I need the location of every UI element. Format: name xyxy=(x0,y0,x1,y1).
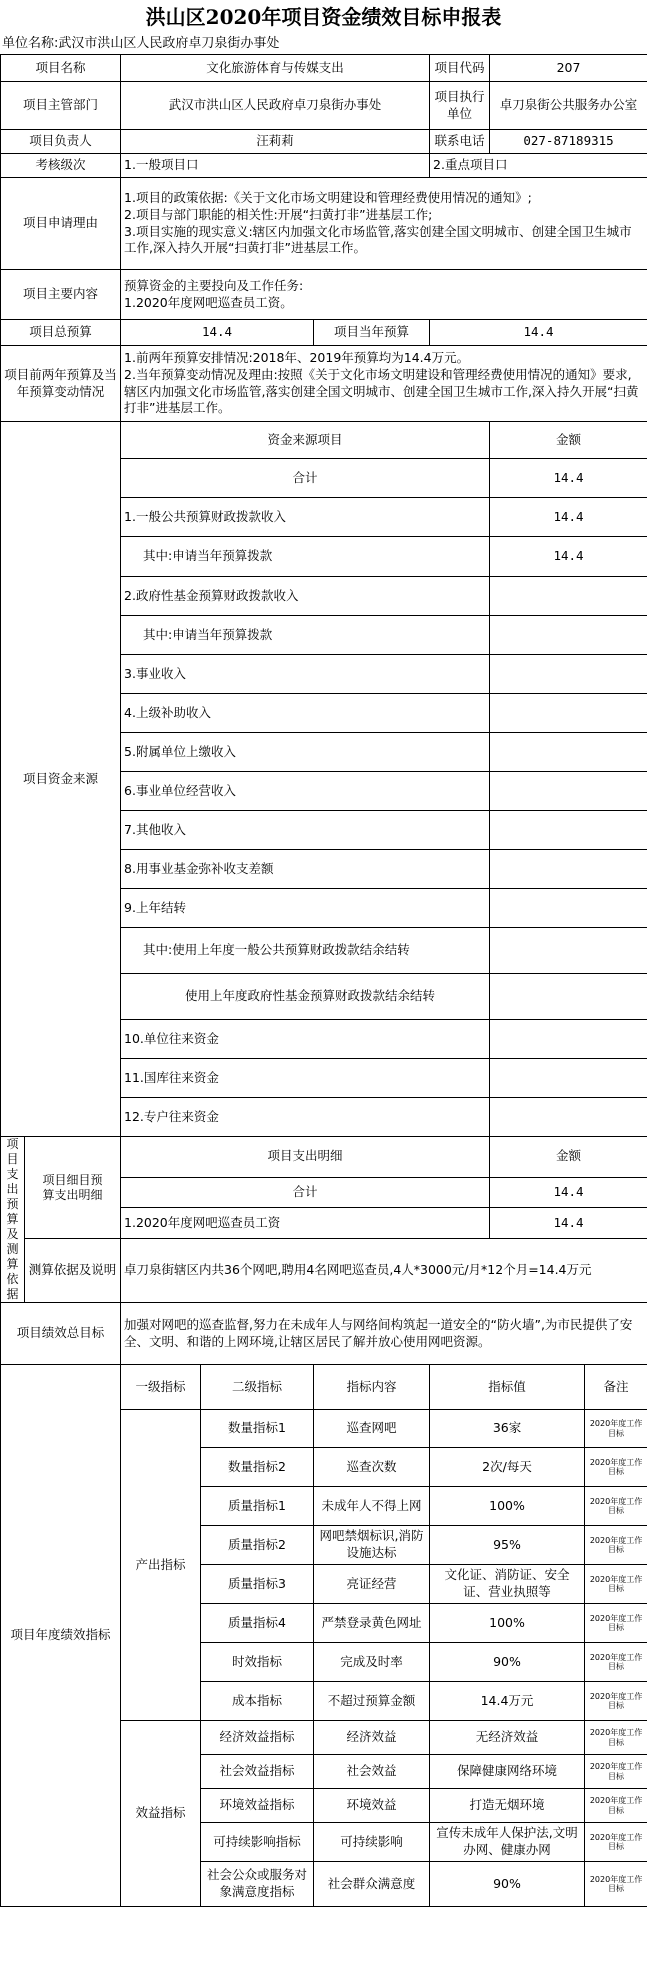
kpi-value: 14.4万元 xyxy=(430,1682,585,1721)
funds-row-amount xyxy=(490,772,647,811)
kpi-note: 2020年度工作目标 xyxy=(585,1682,647,1721)
kpi-content: 严禁登录黄色网址 xyxy=(314,1604,430,1643)
funds-head-item: 资金来源项目 xyxy=(121,422,490,459)
kpi-note: 2020年度工作目标 xyxy=(585,1487,647,1526)
kpi-note: 2020年度工作目标 xyxy=(585,1789,647,1823)
kpi-value: 36家 xyxy=(430,1410,585,1448)
kpi-value: 90% xyxy=(430,1862,585,1907)
phone-value: 027-87189315 xyxy=(490,130,647,154)
funds-label: 项目资金来源 xyxy=(1,422,121,1137)
kpi-note: 2020年度工作目标 xyxy=(585,1643,647,1682)
funds-row-item: 合计 xyxy=(121,459,490,498)
funds-row-item: 4.上级补助收入 xyxy=(121,694,490,733)
calc-head-item: 项目支出明细 xyxy=(121,1137,490,1178)
kpi-head-level2: 二级指标 xyxy=(201,1365,314,1410)
kpi-note: 2020年度工作目标 xyxy=(585,1721,647,1755)
level-general: 1.一般项目口 xyxy=(121,154,430,178)
phone-label: 联系电话 xyxy=(430,130,490,154)
performance-form xyxy=(0,54,647,1907)
kpi-content: 不超过预算金额 xyxy=(314,1682,430,1721)
kpi-value: 95% xyxy=(430,1526,585,1565)
year-budget: 14.4 xyxy=(430,320,647,346)
kpi-note: 2020年度工作目标 xyxy=(585,1565,647,1604)
calc-total-item: 合计 xyxy=(121,1177,490,1208)
kpi-level2: 质量指标1 xyxy=(201,1487,314,1526)
change-label: 项目前两年预算及当年预算变动情况 xyxy=(1,346,121,422)
funds-row-item: 10.单位往来资金 xyxy=(121,1020,490,1059)
kpi-level2: 数量指标2 xyxy=(201,1448,314,1487)
kpi-value: 100% xyxy=(430,1487,585,1526)
project-code-label: 项目代码 xyxy=(430,55,490,82)
funds-row-item: 其中:申请当年预算拨款 xyxy=(121,537,490,577)
funds-row-amount: 14.4 xyxy=(490,537,647,577)
funds-row-amount xyxy=(490,1098,647,1137)
kpi-note: 2020年度工作目标 xyxy=(585,1604,647,1643)
kpi-value: 保障健康网络环境 xyxy=(430,1755,585,1789)
total-budget-label: 项目总预算 xyxy=(1,320,121,346)
kpi-value: 打造无烟环境 xyxy=(430,1789,585,1823)
funds-row-item: 3.事业收入 xyxy=(121,655,490,694)
kpi-note: 2020年度工作目标 xyxy=(585,1410,647,1448)
level-key: 2.重点项目口 xyxy=(430,154,647,178)
funds-row-item: 2.政府性基金预算财政拨款收入 xyxy=(121,577,490,616)
funds-row-item: 9.上年结转 xyxy=(121,889,490,928)
kpi-value: 100% xyxy=(430,1604,585,1643)
kpi-group-output: 产出指标 xyxy=(121,1410,201,1721)
funds-row-amount xyxy=(490,928,647,974)
funds-row-item: 7.其他收入 xyxy=(121,811,490,850)
kpi-content: 社会群众满意度 xyxy=(314,1862,430,1907)
calc-basis-label: 测算依据及说明 xyxy=(25,1239,121,1303)
calc-detail-label: 项目细目预算支出明细 xyxy=(25,1137,121,1239)
kpi-value: 文化证、消防证、安全证、营业执照等 xyxy=(430,1565,585,1604)
calc-head-amount: 金额 xyxy=(490,1137,647,1178)
funds-row-item: 使用上年度政府性基金预算财政拨款结余结转 xyxy=(121,974,490,1020)
reason-text: 1.项目的政策依据:《关于文化市场文明建设和管理经费使用情况的通知》; 2.项目与部门职能的相关性:开展“扫黄打非”进基层工作; 3.项目实施的现实意义:辖区内加强文化市场监管,落实创建全国文明城市、创建全国卫生城市工作,深入持久开展“扫黄打非”进基层工作。 xyxy=(121,178,647,270)
kpi-content: 巡查次数 xyxy=(314,1448,430,1487)
kpi-value: 90% xyxy=(430,1643,585,1682)
kpi-content: 环境效益 xyxy=(314,1789,430,1823)
funds-head-amount: 金额 xyxy=(490,422,647,459)
total-budget: 14.4 xyxy=(121,320,314,346)
kpi-level2: 质量指标4 xyxy=(201,1604,314,1643)
kpi-level2: 可持续影响指标 xyxy=(201,1823,314,1862)
funds-row-item: 8.用事业基金弥补收支差额 xyxy=(121,850,490,889)
kpi-label: 项目年度绩效指标 xyxy=(1,1365,121,1907)
kpi-level2: 数量指标1 xyxy=(201,1410,314,1448)
calc-outer-label: 项目支出预算及测算依据 xyxy=(1,1137,25,1303)
kpi-note: 2020年度工作目标 xyxy=(585,1862,647,1907)
funds-row-amount xyxy=(490,655,647,694)
funds-row-amount xyxy=(490,889,647,928)
year-budget-label: 项目当年预算 xyxy=(314,320,430,346)
funds-row-amount xyxy=(490,1059,647,1098)
kpi-value: 2次/每天 xyxy=(430,1448,585,1487)
kpi-content: 可持续影响 xyxy=(314,1823,430,1862)
funds-row-item: 1.一般公共预算财政拨款收入 xyxy=(121,498,490,537)
content-label: 项目主要内容 xyxy=(1,270,121,320)
calc-total-amount: 14.4 xyxy=(490,1177,647,1208)
funds-row-item: 12.专户往来资金 xyxy=(121,1098,490,1137)
funds-row-item: 6.事业单位经营收入 xyxy=(121,772,490,811)
owner-value: 汪莉莉 xyxy=(121,130,430,154)
kpi-group-benefit: 效益指标 xyxy=(121,1721,201,1907)
funds-row-amount: 14.4 xyxy=(490,498,647,537)
form-title: 洪山区2020年项目资金绩效目标申报表 xyxy=(145,5,502,29)
kpi-note: 2020年度工作目标 xyxy=(585,1755,647,1789)
kpi-value: 宣传未成年人保护法,文明办网、健康办网 xyxy=(430,1823,585,1862)
kpi-content: 经济效益 xyxy=(314,1721,430,1755)
funds-row-amount xyxy=(490,733,647,772)
kpi-level2: 经济效益指标 xyxy=(201,1721,314,1755)
kpi-level2: 时效指标 xyxy=(201,1643,314,1682)
funds-row-amount xyxy=(490,616,647,655)
kpi-head-value: 指标值 xyxy=(430,1365,585,1410)
kpi-level2: 成本指标 xyxy=(201,1682,314,1721)
dept-value: 武汉市洪山区人民政府卓刀泉街办事处 xyxy=(121,82,430,130)
funds-row-item: 5.附属单位上缴收入 xyxy=(121,733,490,772)
funds-row-amount: 14.4 xyxy=(490,459,647,498)
kpi-content: 社会效益 xyxy=(314,1755,430,1789)
kpi-level2: 社会公众或服务对象满意度指标 xyxy=(201,1862,314,1907)
dept-label: 项目主管部门 xyxy=(1,82,121,130)
funds-row-amount xyxy=(490,974,647,1020)
level-label: 考核级次 xyxy=(1,154,121,178)
funds-row-amount xyxy=(490,811,647,850)
calc-basis-text: 卓刀泉街辖区内共36个网吧,聘用4名网吧巡查员,4人*3000元/月*12个月=14.4万元 xyxy=(121,1239,647,1303)
content-text: 预算资金的主要投向及工作任务: 1.2020年度网吧巡查员工资。 xyxy=(121,270,647,320)
funds-row-amount xyxy=(490,850,647,889)
funds-row-item: 11.国库往来资金 xyxy=(121,1059,490,1098)
kpi-level2: 质量指标2 xyxy=(201,1526,314,1565)
project-code: 207 xyxy=(490,55,647,82)
exec-label: 项目执行单位 xyxy=(430,82,490,130)
project-name: 文化旅游体育与传媒支出 xyxy=(121,55,430,82)
funds-row-amount xyxy=(490,577,647,616)
kpi-level2: 环境效益指标 xyxy=(201,1789,314,1823)
kpi-level2: 质量指标3 xyxy=(201,1565,314,1604)
kpi-head-level1: 一级指标 xyxy=(121,1365,201,1410)
kpi-note: 2020年度工作目标 xyxy=(585,1448,647,1487)
calc-row-amount: 14.4 xyxy=(490,1208,647,1239)
kpi-content: 未成年人不得上网 xyxy=(314,1487,430,1526)
goal-text: 加强对网吧的巡查监督,努力在未成年人与网络间构筑起一道安全的“防火墙”,为市民提供了安全、文明、和谐的上网环境,让辖区居民了解并放心使用网吧资源。 xyxy=(121,1303,647,1365)
kpi-content: 巡查网吧 xyxy=(314,1410,430,1448)
kpi-value: 无经济效益 xyxy=(430,1721,585,1755)
exec-value: 卓刀泉街公共服务办公室 xyxy=(490,82,647,130)
funds-row-amount xyxy=(490,1020,647,1059)
funds-row-item: 其中:使用上年度一般公共预算财政拨款结余结转 xyxy=(121,928,490,974)
project-name-label: 项目名称 xyxy=(1,55,121,82)
change-text: 1.前两年预算安排情况:2018年、2019年预算均为14.4万元。 2.当年预算变动情况及理由:按照《关于文化市场文明建设和管理经费使用情况的通知》要求,辖区内加强文化市场监管,落实创建全国文明城市、创建全国卫生城市工作,深入持久开展“扫黄打非”进基层工作。 xyxy=(121,346,647,422)
unit-name: 单位名称:武汉市洪山区人民政府卓刀泉街办事处 xyxy=(2,36,280,51)
funds-row-amount xyxy=(490,694,647,733)
kpi-content: 完成及时率 xyxy=(314,1643,430,1682)
kpi-note: 2020年度工作目标 xyxy=(585,1526,647,1565)
kpi-head-note: 备注 xyxy=(585,1365,647,1410)
goal-label: 项目绩效总目标 xyxy=(1,1303,121,1365)
owner-label: 项目负责人 xyxy=(1,130,121,154)
kpi-content: 网吧禁烟标识,消防设施达标 xyxy=(314,1526,430,1565)
reason-label: 项目申请理由 xyxy=(1,178,121,270)
kpi-note: 2020年度工作目标 xyxy=(585,1823,647,1862)
calc-row-item: 1.2020年度网吧巡查员工资 xyxy=(121,1208,490,1239)
kpi-level2: 社会效益指标 xyxy=(201,1755,314,1789)
kpi-content: 亮证经营 xyxy=(314,1565,430,1604)
kpi-head-content: 指标内容 xyxy=(314,1365,430,1410)
funds-row-item: 其中:申请当年预算拨款 xyxy=(121,616,490,655)
